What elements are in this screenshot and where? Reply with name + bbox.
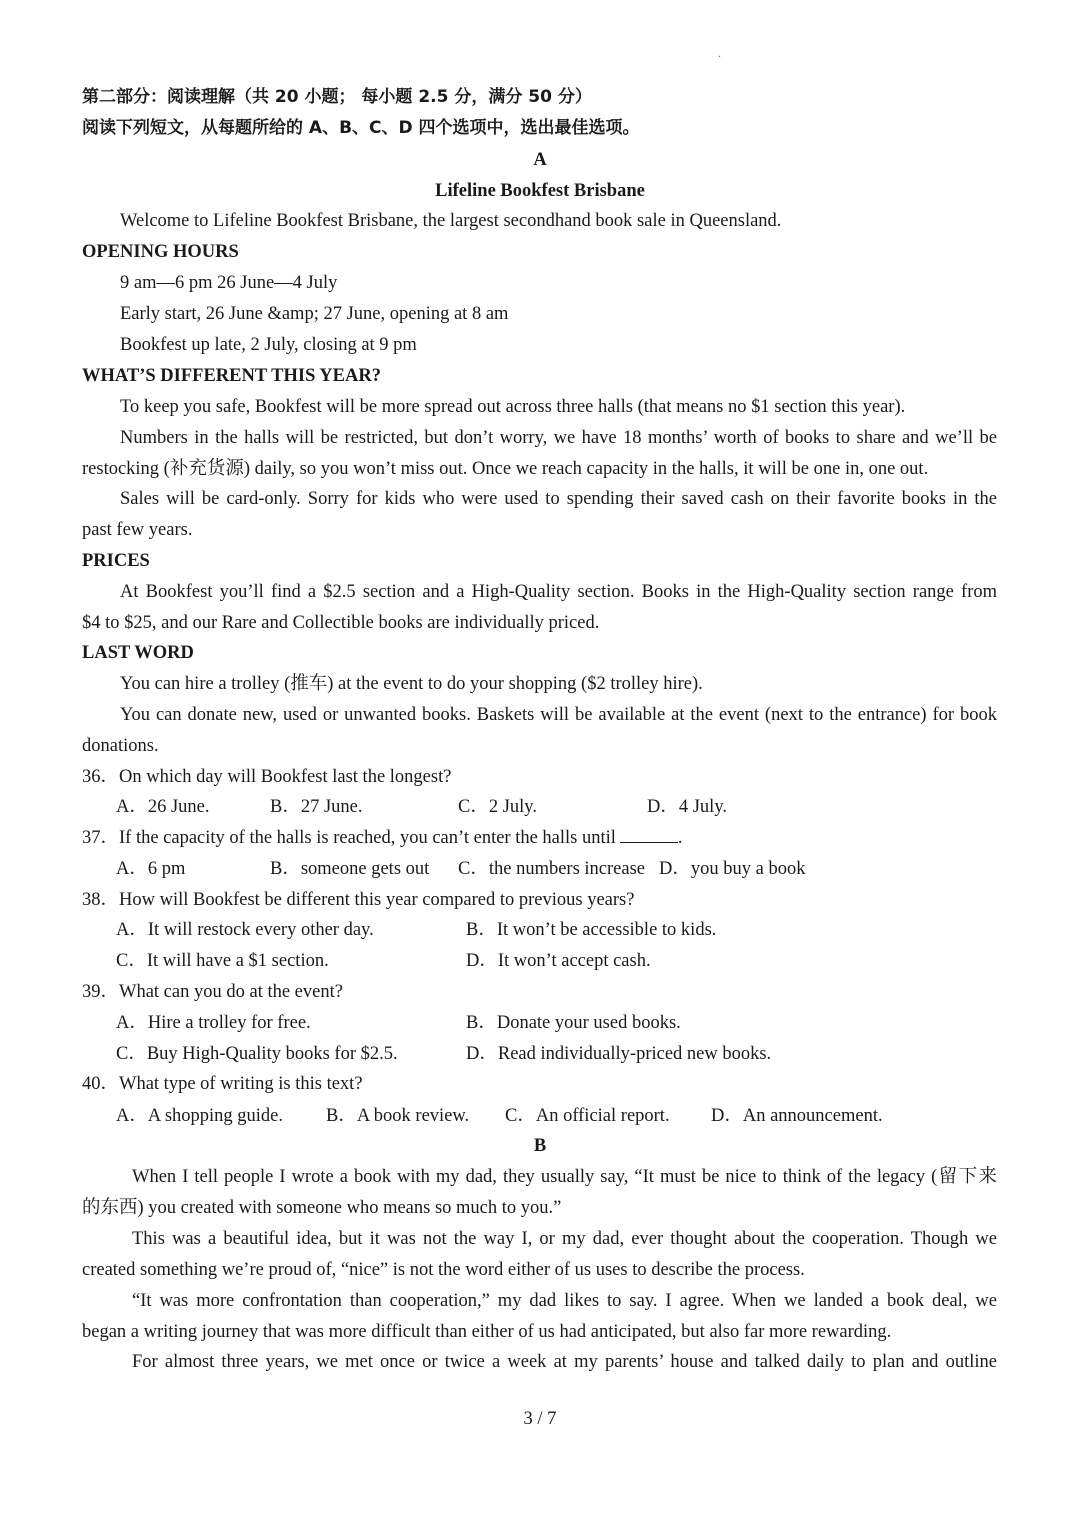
q39-option-a: A．Hire a trolley for free. <box>116 1013 311 1033</box>
q40-option-d: D．An announcement. <box>711 1106 883 1126</box>
heading-different: WHAT’S DIFFERENT THIS YEAR? <box>82 366 381 386</box>
passage-b-p1-line2: 的东西) you created with someone who means so much to you.” <box>82 1198 562 1218</box>
q39-option-b: B．Donate your used books. <box>466 1013 681 1033</box>
question-39-stem: 39．What can you do at the event? <box>82 982 343 1002</box>
q36-option-a: A．26 June. <box>116 797 210 817</box>
q38-option-d: D．It won’t accept cash. <box>466 951 651 971</box>
q40-option-b: B．A book review. <box>326 1106 470 1126</box>
passage-b-p2-line2: created something we’re proud of, “nice” is not the word either of us uses to describe the process. <box>82 1260 805 1280</box>
prices-p1-line1: At Bookfest you’ll find a $2.5 section and a High-Quality section. Books in the High-Quality section range from <box>120 582 997 602</box>
different-p3-line1: Sales will be card-only. Sorry for kids who were used to spending their saved cash on their favorite books in the <box>120 489 997 509</box>
last-word-p2-line2: donations. <box>82 736 159 756</box>
hours-line-3: Bookfest up late, 2 July, closing at 9 pm <box>120 335 417 355</box>
passage-b-p3-line1: “It was more confrontation than cooperation,” my dad likes to say. I agree. When we landed a book deal, we <box>132 1291 997 1311</box>
instructions: 阅读下列短文，从每题所给的 A、B、C、D 四个选项中，选出最佳选项。 <box>82 118 640 138</box>
passage-b-p1-line1: When I tell people I wrote a book with my dad, they usually say, “It must be nice to think of the legacy (留下来 <box>132 1167 997 1187</box>
question-38-stem: 38．How will Bookfest be different this year compared to previous years? <box>82 890 635 910</box>
q39-option-d: D．Read individually-priced new books. <box>466 1044 772 1064</box>
scan-mark: · <box>718 52 722 63</box>
last-word-p2-line1: You can donate new, used or unwanted books. Baskets will be available at the event (next to the entrance) for book <box>120 705 997 725</box>
passage-b-letter: B <box>533 1136 547 1156</box>
q37-option-b: B．someone gets out <box>270 859 430 879</box>
prices-p1-line2: $4 to $25, and our Rare and Collectible books are individually priced. <box>82 613 600 633</box>
q40-option-a: A．A shopping guide. <box>116 1106 284 1126</box>
different-p2-line2: restocking (补充货源) daily, so you won’t miss out. Once we reach capacity in the halls, it will be one in, one out. <box>82 459 929 479</box>
different-p2-line1: Numbers in the halls will be restricted, but don’t worry, we have 18 months’ worth of books to share and we’ll be <box>120 428 997 448</box>
heading-last-word: LAST WORD <box>82 643 194 663</box>
q37-option-a: A．6 pm <box>116 859 186 879</box>
answer-blank <box>620 828 678 843</box>
different-p1: To keep you safe, Bookfest will be more spread out across three halls (that means no $1 section this year). <box>120 397 906 417</box>
q37-option-c: C．the numbers increase <box>458 859 645 879</box>
q36-option-c: C．2 July. <box>458 797 537 817</box>
q37-option-d: D．you buy a book <box>659 859 806 879</box>
passage-a-intro: Welcome to Lifeline Bookfest Brisbane, the largest secondhand book sale in Queensland. <box>120 211 782 231</box>
heading-opening-hours: OPENING HOURS <box>82 242 239 262</box>
question-37-end: . <box>677 828 683 848</box>
different-p3-line2: past few years. <box>82 520 193 540</box>
question-40-stem: 40．What type of writing is this text? <box>82 1074 363 1094</box>
passage-a-title: Lifeline Bookfest Brisbane <box>435 181 645 201</box>
hours-line-2: Early start, 26 June &amp; 27 June, opening at 8 am <box>120 304 509 324</box>
question-36-stem: 36．On which day will Bookfest last the longest? <box>82 767 452 787</box>
q36-option-d: D．4 July. <box>647 797 727 817</box>
q38-option-a: A．It will restock every other day. <box>116 920 374 940</box>
q39-option-c: C．Buy High-Quality books for $2.5. <box>116 1044 398 1064</box>
question-37-text: 37．If the capacity of the halls is reached, you can’t enter the halls until <box>82 828 616 848</box>
part-title: 第二部分：阅读理解（共 20 小题； 每小题 2.5 分，满分 50 分） <box>82 87 592 107</box>
q38-option-b: B．It won’t be accessible to kids. <box>466 920 717 940</box>
heading-prices: PRICES <box>82 551 150 571</box>
passage-b-p4-line1: For almost three years, we met once or twice a week at my parents’ house and talked daily to plan and outline <box>132 1352 997 1372</box>
q38-option-c: C．It will have a $1 section. <box>116 951 329 971</box>
last-word-p1: You can hire a trolley (推车) at the event to do your shopping ($2 trolley hire). <box>120 674 703 694</box>
passage-a-letter: A <box>533 150 547 170</box>
passage-b-p3-line2: began a writing journey that was more difficult than either of us had anticipated, but also far more rewarding. <box>82 1322 892 1342</box>
q36-option-b: B．27 June. <box>270 797 363 817</box>
q40-option-c: C．An official report. <box>505 1106 670 1126</box>
passage-b-p2-line1: This was a beautiful idea, but it was not the way I, or my dad, ever thought about the cooperation. Though we <box>132 1229 997 1249</box>
page-number: 3 / 7 <box>523 1409 557 1429</box>
hours-line-1: 9 am—6 pm 26 June—4 July <box>120 273 338 293</box>
question-37-stem <box>82 827 683 849</box>
